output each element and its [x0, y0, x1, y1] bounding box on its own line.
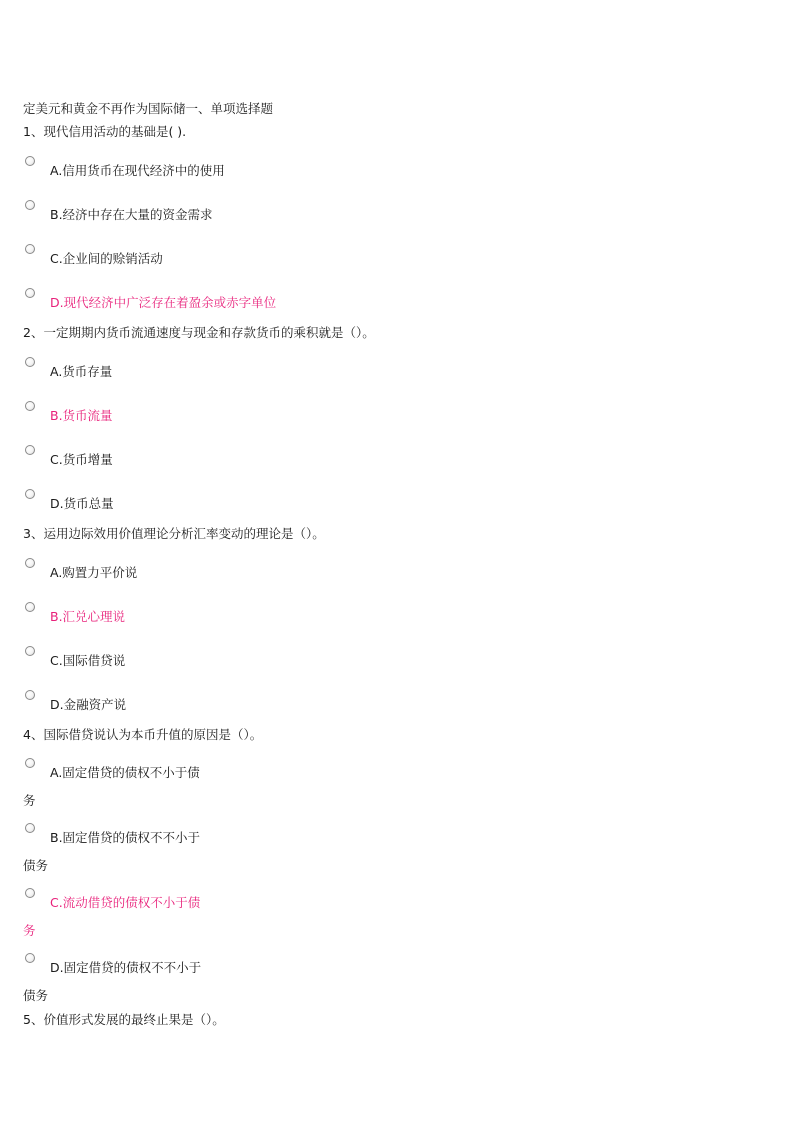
radio-3d[interactable] [25, 690, 35, 700]
radio-1b[interactable] [25, 200, 35, 210]
question-text: 1、现代信用活动的基础是( ). [23, 124, 187, 139]
option-4b[interactable]: B.固定借贷的债权不不小于 [50, 830, 201, 845]
radio-2d[interactable] [25, 489, 35, 499]
option-1b[interactable]: B.经济中存在大量的资金需求 [50, 207, 213, 222]
option-3c[interactable]: C.国际借贷说 [50, 653, 126, 668]
option-1d[interactable]: D.现代经济中广泛存在着盈余或赤字单位 [50, 295, 277, 310]
document-header: 定美元和黄金不再作为国际储一、单项选择题 [23, 101, 274, 116]
radio-4c[interactable] [25, 888, 35, 898]
question-text: 4、国际借贷说认为本币升值的原因是（）。 [23, 727, 263, 742]
radio-3b[interactable] [25, 602, 35, 612]
option-4a[interactable]: A.固定借贷的债权不小于债 [50, 765, 200, 780]
option-2a[interactable]: A.货币存量 [50, 364, 113, 379]
option-2d[interactable]: D.货币总量 [50, 496, 114, 511]
option-4d-continuation: 债务 [23, 988, 49, 1003]
radio-2c[interactable] [25, 445, 35, 455]
option-4b-continuation: 债务 [23, 858, 49, 873]
question-text: 3、运用边际效用价值理论分析汇率变动的理论是（）。 [23, 526, 325, 541]
option-4d[interactable]: D.固定借贷的债权不不小于 [50, 960, 202, 975]
option-3d[interactable]: D.金融资产说 [50, 697, 127, 712]
option-3b[interactable]: B.汇兑心理说 [50, 609, 126, 624]
option-3a[interactable]: A.购置力平价说 [50, 565, 138, 580]
option-2c[interactable]: C.货币增量 [50, 452, 113, 467]
question-text: 2、一定期期内货币流通速度与现金和存款货币的乘积就是（）。 [23, 325, 375, 340]
radio-4a[interactable] [25, 758, 35, 768]
radio-3c[interactable] [25, 646, 35, 656]
radio-1d[interactable] [25, 288, 35, 298]
question-text: 5、价值形式发展的最终止果是（）。 [23, 1012, 225, 1027]
option-4a-continuation: 务 [23, 793, 36, 808]
radio-4b[interactable] [25, 823, 35, 833]
option-1c[interactable]: C.企业间的赊销活动 [50, 251, 163, 266]
radio-3a[interactable] [25, 558, 35, 568]
radio-2b[interactable] [25, 401, 35, 411]
radio-1a[interactable] [25, 156, 35, 166]
radio-2a[interactable] [25, 357, 35, 367]
radio-4d[interactable] [25, 953, 35, 963]
option-2b[interactable]: B.货币流量 [50, 408, 113, 423]
option-1a[interactable]: A.信用货币在现代经济中的使用 [50, 163, 225, 178]
option-4c-continuation: 务 [23, 923, 36, 938]
radio-1c[interactable] [25, 244, 35, 254]
option-4c[interactable]: C.流动借贷的债权不小于债 [50, 895, 201, 910]
